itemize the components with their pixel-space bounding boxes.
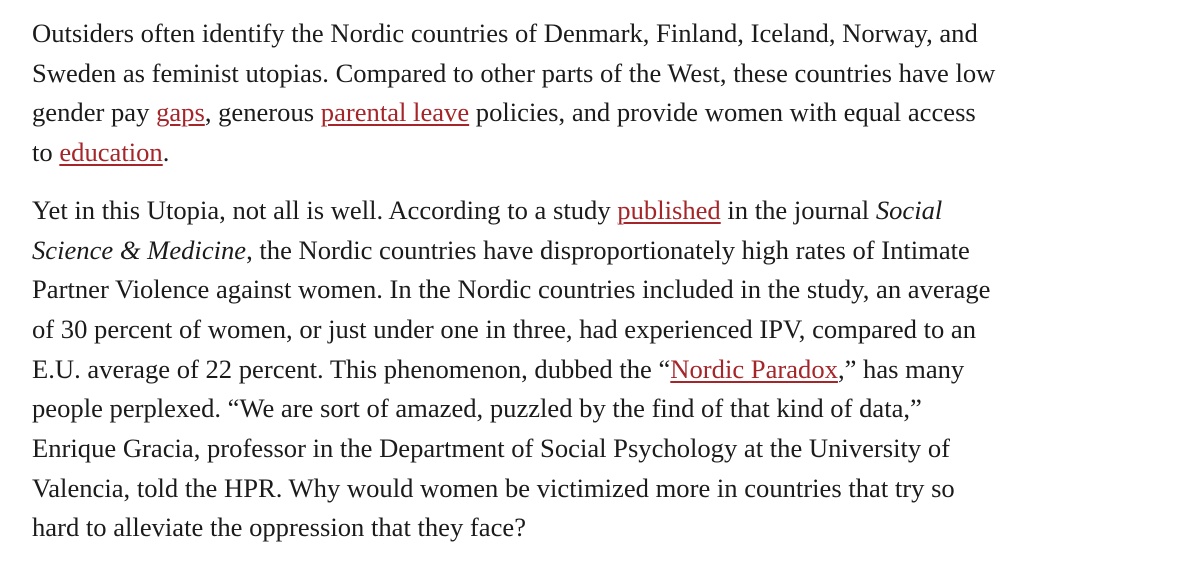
text-line: Sweden as feminist utopias. Compared to other parts of the West, these countries have low <box>32 57 996 88</box>
text-segment: . <box>162 137 170 168</box>
link-parental-leave[interactable]: parental leave <box>320 97 470 128</box>
text-line <box>32 231 1172 271</box>
text-line <box>32 191 1172 231</box>
link-gaps[interactable]: gaps <box>156 97 205 128</box>
text-line <box>32 350 1172 390</box>
paragraph-2 <box>32 191 1172 548</box>
link-published[interactable]: published <box>617 194 721 225</box>
text-segment: E.U. average of 22 percent. This phenomenon, dubbed the “ <box>32 353 671 384</box>
text-line: Enrique Gracia, professor in the Department of Social Psychology at the University of <box>32 433 950 464</box>
journal-title: Science & Medicine <box>32 234 247 265</box>
text-line: Outsiders often identify the Nordic countries of Denmark, Finland, Iceland, Norway, and <box>32 18 978 48</box>
link-nordic-paradox[interactable]: Nordic Paradox <box>670 353 838 384</box>
text-line: of 30 percent of women, or just under one in three, had experienced IPV, compared to an <box>32 313 977 344</box>
text-segment: Yet in this Utopia, not all is well. According to a study <box>32 194 618 225</box>
text-segment: to <box>32 137 60 168</box>
paragraph-1 <box>32 14 1172 173</box>
text-segment: policies, and provide women with equal access <box>469 97 976 128</box>
text-line: people perplexed. “We are sort of amazed, puzzled by the find of that kind of data,” <box>32 393 922 424</box>
text-segment: ,” has many <box>837 353 965 384</box>
text-line <box>32 133 1172 173</box>
link-education[interactable]: education <box>59 137 163 168</box>
text-segment: , the Nordic countries have disproportionately high rates of Intimate <box>246 234 970 265</box>
text-segment: in the journal <box>720 194 876 225</box>
text-line: hard to alleviate the oppression that they face? <box>32 512 526 543</box>
text-segment: , generous <box>204 97 321 128</box>
text-line: Valencia, told the HPR. Why would women be victimized more in countries that try so <box>32 472 955 503</box>
text-line <box>32 93 1172 133</box>
text-line: Partner Violence against women. In the Nordic countries included in the study, an average <box>32 274 991 305</box>
journal-title: Social <box>875 194 943 225</box>
article-body <box>32 14 1172 548</box>
text-segment: gender pay <box>32 97 157 128</box>
